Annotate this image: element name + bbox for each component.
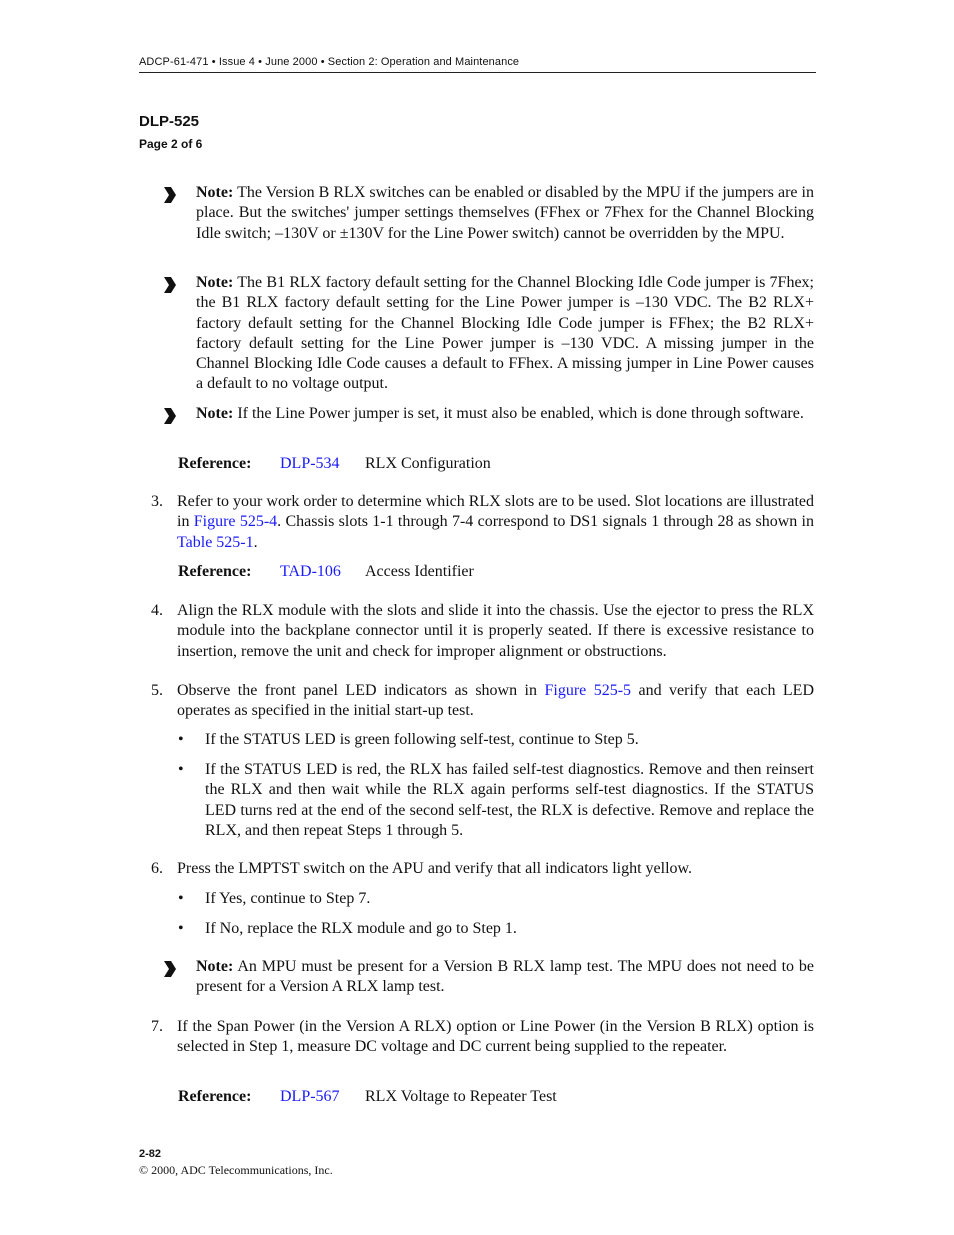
note-3: Note: If the Line Power jumper is set, it must also be enabled, which is done through software. — [196, 405, 804, 422]
bullet-item: If the STATUS LED is red, the RLX has failed self-test diagnostics. Remove and then reinsert the RLX and then wait while the RLX again performs self-test diagnostics. If the STATUS LED turns red at the end of the second self-test, the RLX is defective. Remove and replace the RLX, and then repeat Steps 1 through 5. — [205, 761, 814, 839]
bullet-item: If Yes, continue to Step 7. — [205, 890, 371, 907]
reference-1: Reference: DLP-534 RLX Configuration — [178, 454, 491, 474]
table-link[interactable]: Table 525-1 — [177, 533, 254, 551]
note-1: Note: The Version B RLX switches can be enabled or disabled by the MPU if the jumpers are in place. But the switches' jumper settings themselves (FFhex or 7Fhex for the Channel Blocking Idle switch; –130V or ±130V for the Line Power switch) cannot be overridden by the MPU. — [196, 184, 814, 242]
bullet-item: If No, replace the RLX module and go to Step 1. — [205, 920, 517, 937]
page-indicator: Page 2 of 6 — [139, 137, 203, 151]
reference-link[interactable]: DLP-567 — [280, 1088, 340, 1105]
step-number: 5. — [151, 682, 163, 699]
note-arrow-icon — [162, 406, 178, 426]
note-arrow-icon — [162, 959, 178, 979]
note-arrow-icon — [162, 185, 178, 205]
figure-link[interactable]: Figure 525-4 — [193, 513, 278, 531]
step-number: 3. — [151, 493, 163, 510]
figure-link[interactable]: Figure 525-5 — [544, 682, 632, 699]
step-3: Refer to your work order to determine which RLX slots are to be used. Slot locations are illustrated in Figure 525-4. Chassis slots 1-1 through 7-4 correspond to DS1 signals 1 through 28 as shown in Table 525-1. — [177, 493, 814, 551]
step-number: 4. — [151, 602, 163, 619]
step-number: 7. — [151, 1018, 163, 1035]
page-number: 2-82 — [139, 1148, 162, 1160]
note-2: Note: The B1 RLX factory default setting for the Channel Blocking Idle Code jumper is 7Fhex; the B1 RLX factory default setting for the Line Power jumper is –130 VDC. The B2 RLX+ factory default setting for the Channel Blocking Idle Code jumper is FFhex; the B2 RLX+ factory default setting for the Line Power jumper is –130 VDC. A missing jumper in the Channel Blocking Idle Code causes a default to FFhex. A missing jumper in Line Power causes a default to no voltage output. — [196, 274, 814, 393]
step-5: Observe the front panel LED indicators as shown in Figure 525-5 and verify that each LED operates as specified in the initial start-up test. — [177, 682, 815, 720]
bullet-marker: • — [178, 731, 184, 748]
reference-2: Reference: TAD-106 Access Identifier — [178, 562, 474, 582]
step-6: Press the LMPTST switch on the APU and verify that all indicators light yellow. — [177, 860, 693, 877]
reference-link[interactable]: TAD-106 — [280, 563, 341, 580]
note-4: Note: An MPU must be present for a Version B RLX lamp test. The MPU does not need to be present for a Version A RLX lamp test. — [196, 958, 814, 996]
step-number: 6. — [151, 860, 163, 877]
running-header: ADCP-61-471 • Issue 4 • June 2000 • Section 2: Operation and Maintenance — [139, 56, 816, 73]
note-arrow-icon — [162, 275, 178, 295]
dlp-title: DLP-525 — [139, 113, 200, 130]
bullet-marker: • — [178, 761, 184, 778]
bullet-marker: • — [178, 920, 184, 937]
copyright: © 2000, ADC Telecommunications, Inc. — [139, 1163, 333, 1177]
step-7: If the Span Power (in the Version A RLX) option or Line Power (in the Version B RLX) option is selected in Step 1, measure DC voltage and DC current being supplied to the repeater. — [177, 1018, 814, 1056]
reference-link[interactable]: DLP-534 — [280, 455, 340, 472]
bullet-marker: • — [178, 890, 184, 907]
bullet-item: If the STATUS LED is green following self-test, continue to Step 5. — [205, 731, 639, 748]
step-4: Align the RLX module with the slots and slide it into the chassis. Use the ejector to press the RLX module into the backplane connector until it is properly seated. If there is excessive resistance to insertion, remove the unit and check for improper alignment or obstructions. — [177, 602, 814, 660]
reference-3: Reference: DLP-567 RLX Voltage to Repeater Test — [178, 1087, 557, 1107]
